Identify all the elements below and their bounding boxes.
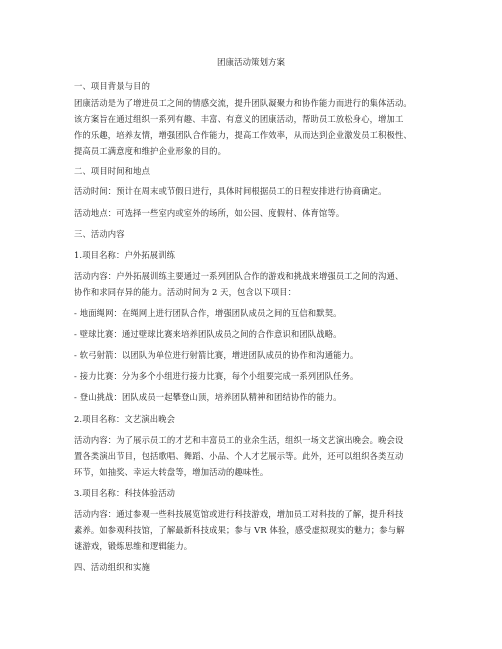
section-heading-organization: 四、活动组织和实施 [74, 562, 151, 572]
paragraph-line: 活动内容：通过参观一些科技展览馆或进行科技游戏，增加员工对科技的了解，提升科技 [74, 509, 404, 519]
paragraph-line: 活动时间：预计在周末或节假日进行，具体时间根据员工的日程安排进行协商确定。 [74, 186, 387, 196]
paragraph-line: 活动内容：户外拓展训练主要通过一系列团队合作的游戏和挑战来增强员工之间的沟通、 [74, 271, 404, 281]
paragraph-line: 团康活动是为了增进员工之间的情感交流，提升团队凝聚力和协作能力而进行的集体活动。 [74, 98, 412, 108]
section-heading-background: 一、项目背景与目的 [74, 81, 151, 91]
paragraph-line: 提高员工满意度和维护企业形象的目的。 [74, 146, 227, 156]
list-item: - 壁球比赛：通过壁球比赛来培养团队成员之间的合作意识和团队战略。 [74, 329, 342, 339]
paragraph-line: 活动地点：可选择一些室内或室外的场所，如公园、度假村、体育馆等。 [74, 208, 345, 218]
list-item: - 地面绳网：在绳网上进行团队合作，增强团队成员之间的互信和默契。 [74, 308, 342, 318]
item-heading: 3.项目名称：科技体验活动 [74, 488, 176, 498]
section-heading-time-place: 二、项目时间和地点 [74, 166, 151, 176]
paragraph-line: 环节，如抽奖、幸运大转盘等，增加活动的趣味性。 [74, 467, 269, 477]
paragraph-line: 素养。如参观科技馆，了解最新科技成果；参与 VR 体验，感受虚拟现实的魅力；参与解 [74, 525, 405, 535]
list-item: - 接力比赛：分为多个小组进行接力比赛，每个小组要完成一系列团队任务。 [74, 371, 359, 381]
paragraph-line: 谜游戏，锻炼思维和逻辑能力。 [74, 541, 193, 551]
paragraph-line: 置各类演出节目，包括歌唱、舞蹈、小品、个人才艺展示等。此外，还可以组织各类互动 [74, 451, 404, 461]
paragraph-line: 作的乐趣，培养友情，增强团队合作能力，提高工作效率，从而达到企业激发员工积极性、 [74, 130, 412, 140]
paragraph-line: 该方案旨在通过组织一系列有趣、丰富、有意义的团康活动，帮助员工放松身心，增加工 [74, 114, 404, 124]
item-heading: 2.项目名称：文艺演出晚会 [74, 414, 176, 424]
list-item: - 软弓射箭：以团队为单位进行射箭比赛，增进团队成员的协作和沟通能力。 [74, 350, 359, 360]
item-heading: 1.项目名称：户外拓展训练 [74, 250, 176, 260]
paragraph-line: 活动内容：为了展示员工的才艺和丰富员工的业余生活，组织一场文艺演出晚会。晚会设 [74, 435, 404, 445]
paragraph-line: 协作和求同存异的能力。活动时间为 2 天，包含以下项目： [74, 287, 297, 297]
section-heading-content: 三、活动内容 [74, 229, 125, 239]
document-title: 团康活动策划方案 [216, 58, 285, 68]
list-item: - 登山挑战：团队成员一起攀登山顶，培养团队精神和团结协作的能力。 [74, 392, 342, 402]
